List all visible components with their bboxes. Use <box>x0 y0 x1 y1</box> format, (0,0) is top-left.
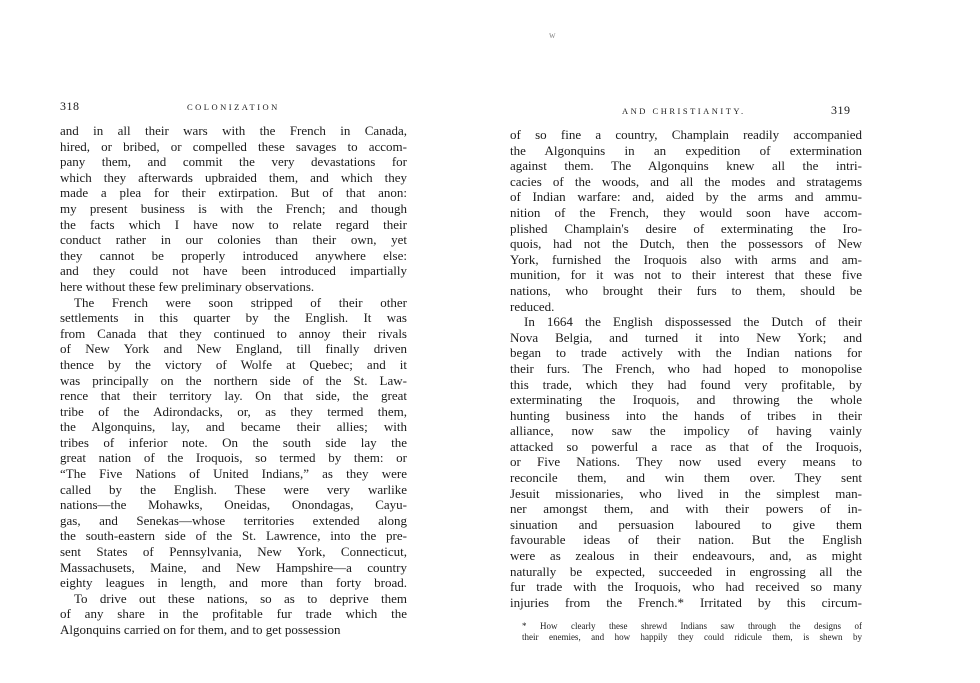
text-line: the Algonquins, lay, and became their allies; with <box>60 419 407 435</box>
text-line: of so fine a country, Champlain readily accompanied <box>510 127 862 142</box>
text-line: alliance, now saw the impolicy of having vainly <box>510 423 862 439</box>
text-line: settlements in this quarter by the English. It was <box>60 310 407 326</box>
text-line: were as zealous in their endeavours, and, as might <box>510 548 862 564</box>
footnote-line: their enemies, and how happily they could ridicule them, is shewn by <box>522 632 862 642</box>
text-line: hired, or bribed, or compelled these savages to accom- <box>60 138 407 154</box>
text-line: fur trade with the Iroquois, who had received so many <box>510 579 862 595</box>
text-line: great nation of the Iroquois, so termed by them: or <box>60 450 407 466</box>
text-line: this trade, which they had found very profitable, by <box>510 376 862 392</box>
text-line: The French were soon stripped of their other <box>74 294 407 310</box>
left-page-number: 318 <box>60 99 80 113</box>
text-line: nition of the French, they would soon have accom- <box>510 204 862 220</box>
text-line: called by the English. These were very warlike <box>60 481 407 497</box>
text-line: Algonquins carried on for them, and to get possession <box>60 622 341 637</box>
text-line: of any share in the profitable fur trade which the <box>60 606 407 622</box>
text-line: they cannot be properly introduced anywhere else: <box>60 247 407 263</box>
text-line: hunting business into the hands of tribes in their <box>510 407 862 423</box>
text-line: made a plea for their extirpation. But of that anon: <box>60 185 407 201</box>
text-line: naturally be expected, succeeded in engrossing all the <box>510 563 862 579</box>
text-line: favourable ideas of their nation. But the English <box>510 532 862 548</box>
text-line: gas, and Senekas—whose territories extended along <box>60 512 407 528</box>
page-mark: w <box>549 30 556 40</box>
text-line: rence that their territory lay. On that side, the great <box>60 388 407 404</box>
text-line: reconcile them, and win them over. They sent <box>510 470 862 486</box>
footnote <box>522 621 862 643</box>
text-line: and they could not have been introduced impartially <box>60 263 407 279</box>
text-line: quois, had not the Dutch, then the possessors of New <box>510 236 862 252</box>
text-line: was principally on the northern side of the St. Law- <box>60 372 407 388</box>
text-line: against them. The Algonquins knew all the intri- <box>510 158 862 174</box>
text-line: which they afterwards upbraided them, and which they <box>60 169 407 185</box>
text-line: sinuation and persuasion laboured to give them <box>510 516 862 532</box>
text-line: the facts which I have now to relate regard their <box>60 216 407 232</box>
text-line: the Algonquins in an expedition of extermination <box>510 142 862 158</box>
left-running-head: COLONIZATION <box>187 102 280 112</box>
text-line: exterminating the Iroquois, and throwing the whole <box>510 392 862 408</box>
text-line: began to trade actively with the Indian nations for <box>510 345 862 361</box>
text-line: from Canada that they continued to annoy their rivals <box>60 325 407 341</box>
text-line: ner amongst them, and with their powers of in- <box>510 501 862 517</box>
text-line: “The Five Nations of United Indians,” as they were <box>60 466 407 482</box>
text-line: thence by the victory of Wolfe at Quebec; and it <box>60 356 407 372</box>
left-body-text <box>60 123 407 638</box>
text-line: cacies of the woods, and all the modes and stratagems <box>510 173 862 189</box>
text-line: pany them, and commit the very devastations for <box>60 154 407 170</box>
text-line: In 1664 the English dispossessed the Dutch of their <box>524 314 862 330</box>
text-line: my present business is with the French; and though <box>60 200 407 216</box>
text-line: Jesuit missionaries, who lived in the simplest man- <box>510 485 862 501</box>
text-line: reduced. <box>510 298 555 314</box>
text-line: of New York and New England, till finally driven <box>60 341 407 357</box>
text-line: Massachusets, Maine, and New Hampshire—a country <box>60 559 407 575</box>
footnote-line: * How clearly these shrewd Indians saw through the designs of <box>522 621 862 631</box>
right-running-head: AND CHRISTIANITY. <box>622 106 746 116</box>
text-line: their furs. The French, who had hoped to monopolise <box>510 360 862 376</box>
text-line: tribes of inferior note. On the south side lay the <box>60 434 407 450</box>
right-body-text <box>510 127 862 610</box>
text-line: of Indian warfare: and, aided by the arms and ammu- <box>510 189 862 205</box>
text-line: conduct rather in our colonies than their own, yet <box>60 232 407 248</box>
text-line: tribe of the Adirondacks, or, as they termed them, <box>60 403 407 419</box>
right-page-number: 319 <box>831 103 851 117</box>
text-line: attacked so powerful a race as that of the Iroquois, <box>510 438 862 454</box>
text-line: To drive out these nations, so as to deprive them <box>74 590 407 606</box>
text-line: and in all their wars with the French in Canada, <box>60 123 407 138</box>
text-line: Nova Belgia, and turned it into New York; and <box>510 329 862 345</box>
text-line: munition, for it was not to their interest that these five <box>510 267 862 283</box>
text-line: the south-eastern side of the St. Lawrence, into the pre- <box>60 528 407 544</box>
text-line: York, furnished the Iroquois also with arms and am- <box>510 251 862 267</box>
text-line: plished Champlain's desire of exterminating the Iro- <box>510 220 862 236</box>
right-page <box>490 0 980 683</box>
text-line: sent States of Pennsylvania, New York, Connecticut, <box>60 544 407 560</box>
text-line: or Five Nations. They now used every means to <box>510 454 862 470</box>
text-line: eighty leagues in length, and more than forty broad. <box>60 575 407 591</box>
text-line: nations, who brought their furs to them, should be <box>510 282 862 298</box>
text-line: nations—the Mohawks, Oneidas, Onondagas, Cayu- <box>60 497 407 513</box>
text-line: here without these few preliminary observations. <box>60 278 315 294</box>
text-line: injuries from the French.* Irritated by this circum- <box>510 594 862 610</box>
